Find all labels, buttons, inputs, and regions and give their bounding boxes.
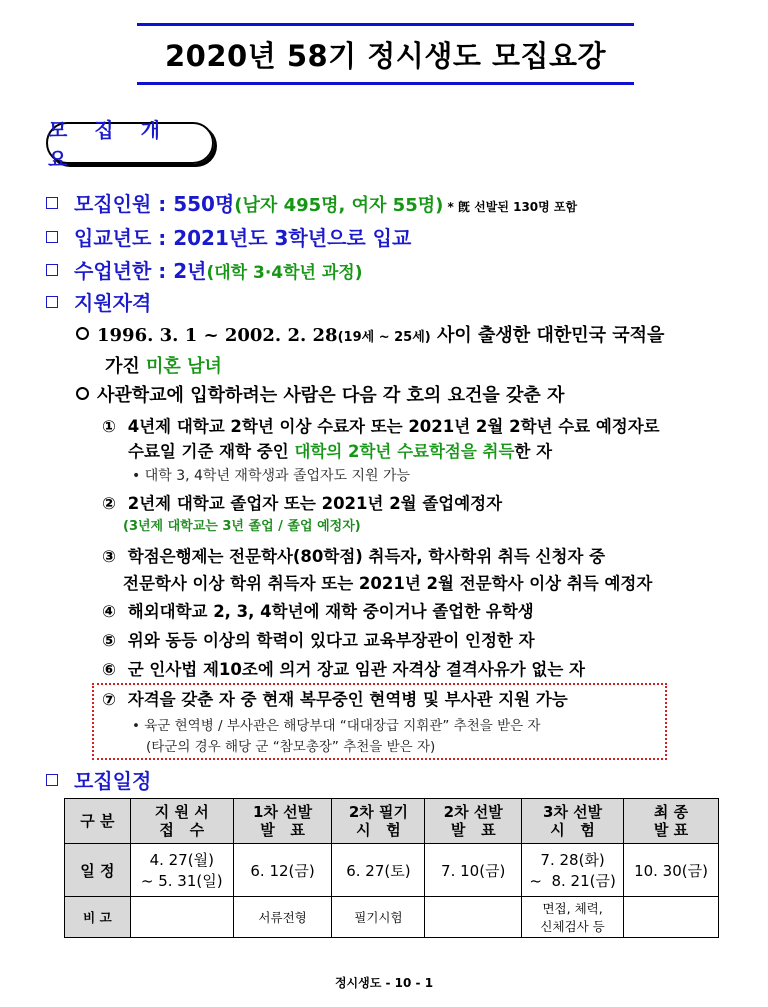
cell-text: 최 종 [653,803,689,821]
req-3b: 전문학사 이상 학위 취득자 또는 2021년 2월 전문학사 이상 취득 예정자 [123,574,653,593]
cell-text: 6. 12(금) [250,861,315,880]
req-4: ④ 해외대학교 2, 3, 4학년에 재학 중이거나 졸업한 유학생 [102,602,534,621]
section-overview-badge: 모 집 개 요 [46,122,214,164]
term-detail: (대학 3·4학년 과정) [206,263,363,283]
entry-row [46,222,411,251]
page-title: 2020년 58기 정시생도 모집요강 [165,38,606,73]
header-cell [65,799,131,844]
cell-text: 시 험 [356,821,401,839]
note-cell [522,897,624,938]
note-cell [130,897,233,938]
date-cell [130,844,233,897]
qual-line-2: 가진 미혼 남녀 [105,356,222,377]
cell-text: 3차 선발 [543,803,603,821]
schedule-notes-row [65,897,719,938]
cell-text: 신체검사 등 [540,919,605,934]
cell-text: 발 표 [260,821,305,839]
checkbox-square-icon [46,264,58,276]
cell-text: 4. 27(월) [149,851,214,869]
cell-text: 1차 선발 [253,803,313,821]
req-7-note-2: (타군의 경우 해당 군 “참모총장” 추천을 받은 자) [146,739,436,755]
schedule-header-row [65,799,719,844]
schedule-table [64,798,719,938]
page-footer: 정시생도 - 10 - 1 [334,976,434,990]
recruit-row [46,188,577,217]
cell-text: 시 험 [550,821,595,839]
checkbox-square-icon [46,197,58,209]
cell-text: 서류전형 [258,910,307,925]
header-cell [624,799,719,844]
cell-text: 지 원 서 [154,803,209,821]
row-label-cell [65,897,131,938]
req-3a: ③ 학점은행제는 전문학사(80학점) 취득자, 학사학위 취득 신청자 중 [102,547,606,566]
cell-text: 접 수 [159,821,205,839]
cell-text: 비 고 [83,910,112,925]
schedule-dates-row [65,844,719,897]
cell-text: 발 표 [653,821,689,839]
cell-text: 7. 10(금) [441,861,506,880]
title-bar [137,23,634,85]
qual-line-3: 사관학교에 입학하려는 사람은 다음 각 호의 요건을 갖춘 자 [76,381,564,407]
entry-value: 2021년도 3학년으로 입교 [173,226,412,250]
checkbox-square-icon [46,774,58,786]
date-cell [233,844,332,897]
date-cell [425,844,522,897]
recruit-total: 550명 [173,192,235,216]
cell-text: 필기시험 [354,910,403,925]
req-7-note-1: • 육군 현역병 / 부사관은 해당부대 “대대장급 지휘관” 추천을 받은 자 [132,718,541,734]
date-cell [624,844,719,897]
header-cell [522,799,624,844]
req-1b: 수료일 기준 재학 중인 대학의 2학년 수료학점을 취득한 자 [128,442,553,461]
term-value: 2년 [173,259,207,283]
checkbox-square-icon [46,296,58,308]
header-cell [233,799,332,844]
req-5: ⑤ 위와 동등 이상의 학력이 있다고 교육부장관이 인정한 자 [102,631,535,650]
note-cell [425,897,522,938]
cell-text: ~ 8. 21(금) [529,872,616,890]
req-2-note: (3년제 대학교는 3년 졸업 / 졸업 예정자) [123,519,361,534]
header-cell [130,799,233,844]
checkbox-square-icon [46,231,58,243]
cell-text: 10. 30(금) [634,861,708,880]
term-label: 수업년한 : [74,259,174,283]
date-cell [522,844,624,897]
row-label-cell [65,844,131,897]
cell-text: 6. 27(토) [346,861,411,880]
schedule-row [46,765,151,794]
req-7: ⑦ 자격을 갖춘 자 중 현재 복무중인 현역병 및 부사관 지원 가능 [102,690,568,709]
schedule-label: 모집일정 [74,769,152,793]
circle-bullet-icon [76,327,89,340]
cell-text: 일 정 [80,861,115,880]
cell-text: 면접, 체력, [542,901,603,916]
note-cell [332,897,425,938]
cell-text: ~ 5. 31(일) [140,872,223,890]
recruit-detail: (남자 495명, 여자 55명) [234,195,444,216]
entry-label: 입교년도 : [74,226,174,250]
recruit-note: * 旣 선발된 130명 포함 [443,200,578,214]
header-cell [332,799,425,844]
note-cell [233,897,332,938]
term-row [46,255,363,284]
cell-text: 2차 선발 [443,803,503,821]
qual-label: 지원자격 [74,291,152,315]
note-cell [624,897,719,938]
req-6: ⑥ 군 인사법 제10조에 의거 장교 임관 자격상 결격사유가 없는 자 [102,660,585,679]
circle-bullet-icon [76,387,89,400]
req-1a: ① 4년제 대학교 2학년 이상 수료자 또는 2021년 2월 2학년 수료 예정자로 [102,417,660,436]
cell-text: 발 표 [450,821,496,839]
cell-text: 구 분 [80,812,115,830]
cell-text: 7. 28(화) [540,851,605,869]
qual-row [46,287,151,316]
cell-text: 2차 필기 [348,803,408,821]
header-cell [425,799,522,844]
recruit-label: 모집인원 : [74,192,174,216]
qual-line-1: 1996. 3. 1 ~ 2002. 2. 28(19세 ~ 25세) 사이 출생한 대한민국 국적을 [76,321,664,347]
date-cell [332,844,425,897]
req-2: ② 2년제 대학교 졸업자 또는 2021년 2월 졸업예정자 [102,494,503,513]
req-1-note: • 대학 3, 4학년 재학생과 졸업자도 지원 가능 [132,468,411,484]
